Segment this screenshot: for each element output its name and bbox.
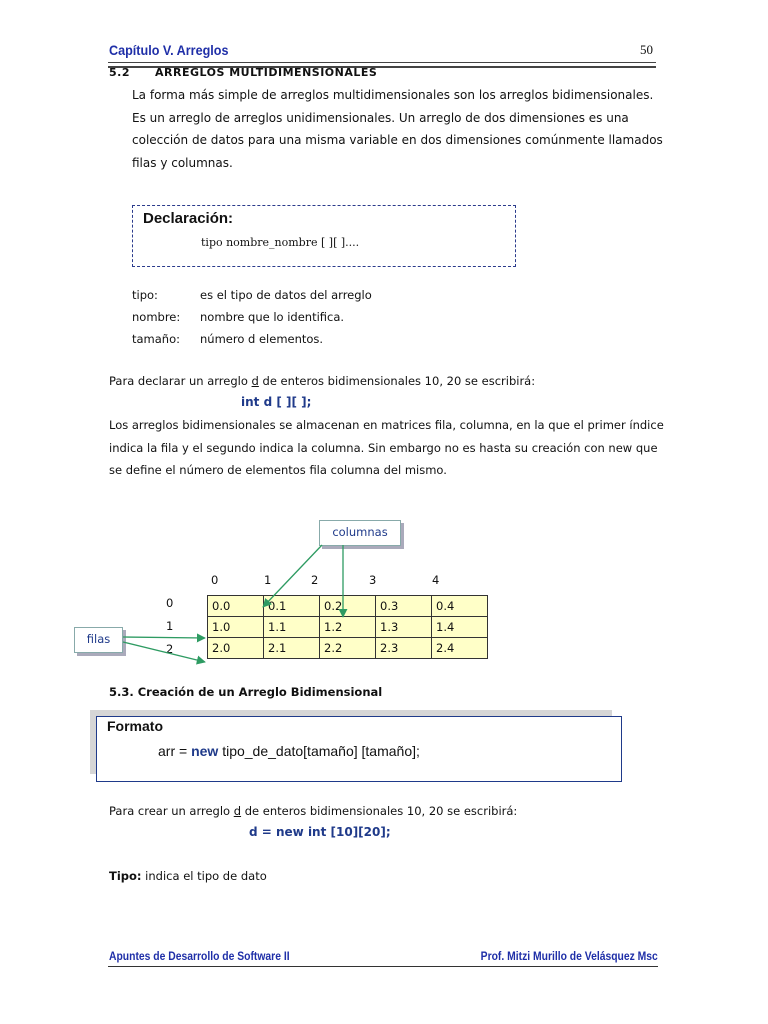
section-number: 5.2 xyxy=(109,66,130,79)
grid-cell: 1.3 xyxy=(376,617,432,638)
format-syntax-a: arr = xyxy=(158,743,192,759)
format-syntax-b: tipo_de_dato[tamaño] [tamaño]; xyxy=(218,743,420,759)
create-code: d = new int [10][20]; xyxy=(249,825,391,839)
col-header: 1 xyxy=(264,573,272,587)
col-header: 2 xyxy=(311,573,319,587)
row-header: 1 xyxy=(166,619,174,633)
declare-suffix: de enteros bidimensionales 10, 20 se escribirá: xyxy=(258,374,536,388)
row-header: 0 xyxy=(166,596,174,610)
grid-cell: 2.3 xyxy=(376,638,432,659)
grid-cell: 2.0 xyxy=(208,638,264,659)
declare-var: d xyxy=(251,374,259,388)
declaration-syntax: tipo nombre_nombre [ ][ ].... xyxy=(201,236,360,249)
format-keyword: new xyxy=(191,743,219,759)
grid-cell: 1.0 xyxy=(208,617,264,638)
grid-cell: 2.1 xyxy=(264,638,320,659)
grid-cell: 2.4 xyxy=(432,638,488,659)
grid-cell: 0.0 xyxy=(208,596,264,617)
explanation-line: Los arreglos bidimensionales se almacenan en matrices fila, columna, en la que el primer índice xyxy=(109,418,664,432)
type-note-text: indica el tipo de dato xyxy=(141,869,267,883)
intro-line: Es un arreglo de arreglos unidimensionales. Un arreglo de dos dimensiones es una xyxy=(132,110,629,125)
type-note-label: Tipo: xyxy=(109,869,142,883)
declare-prefix: Para declarar un arreglo xyxy=(109,374,252,388)
columns-arrow xyxy=(263,545,322,607)
declare-code-b: [ ][ ]; xyxy=(276,395,312,409)
grid-cell: 1.1 xyxy=(264,617,320,638)
page-number: 50 xyxy=(640,42,653,57)
explanation-line: se define el número de elementos fila columna del mismo. xyxy=(109,463,447,477)
row-header: 2 xyxy=(166,642,174,656)
format-title: Formato xyxy=(107,718,163,734)
declare-code-a: int d xyxy=(241,395,277,409)
grid-cell: 0.3 xyxy=(376,596,432,617)
intro-line: colección de datos para una misma variable en dos dimensiones comúnmente llamados xyxy=(132,133,663,147)
grid-cell: 1.4 xyxy=(432,617,488,638)
definition-desc: número d elementos. xyxy=(200,332,324,346)
section-heading-5-3: 5.3. Creación de un Arreglo Bidimensional xyxy=(109,685,383,699)
grid-cell: 0.1 xyxy=(264,596,320,617)
definition-desc: nombre que lo identifica. xyxy=(200,310,345,324)
col-header: 4 xyxy=(432,573,440,587)
grid-cell: 2.2 xyxy=(320,638,376,659)
grid-cell: 0.4 xyxy=(432,596,488,617)
col-header: 0 xyxy=(211,573,219,587)
declaration-title: Declaración: xyxy=(143,210,234,227)
columns-callout: columnas xyxy=(319,520,401,546)
create-suffix: de enteros bidimensionales 10, 20 se escribirá: xyxy=(241,804,518,818)
format-syntax xyxy=(158,743,420,759)
col-header: 3 xyxy=(369,573,377,587)
create-var: d xyxy=(233,804,242,818)
footer-left: Apuntes de Desarrollo de Software II xyxy=(109,951,290,963)
footer-right: Prof. Mitzi Murillo de Velásquez Msc xyxy=(480,951,658,963)
rows-callout: filas xyxy=(74,627,123,653)
definition-term: nombre: xyxy=(132,310,181,324)
definition-desc: es el tipo de datos del arreglo xyxy=(200,288,372,302)
type-note xyxy=(109,869,267,883)
grid-cell: 0.2 xyxy=(320,596,376,617)
chapter-title: Capítulo V. Arreglos xyxy=(109,42,229,58)
intro-line: La forma más simple de arreglos multidimensionales son los arreglos bidimensionales. xyxy=(132,88,654,102)
grid-cell: 1.2 xyxy=(320,617,376,638)
create-prefix: Para crear un arreglo xyxy=(109,804,234,818)
rows-arrow xyxy=(123,637,205,638)
intro-line: filas y columnas. xyxy=(132,155,233,170)
footer-rule xyxy=(108,966,658,967)
section-title: ARREGLOS MULTIDIMENSIONALES xyxy=(155,66,378,79)
explanation-line: indica la fila y el segundo indica la columna. Sin embargo no es hasta su creación con new que xyxy=(109,440,658,455)
create-example-text xyxy=(109,800,517,823)
definition-term: tamaño: xyxy=(132,332,181,346)
rows-arrow xyxy=(123,642,205,662)
definition-term: tipo: xyxy=(132,288,158,302)
